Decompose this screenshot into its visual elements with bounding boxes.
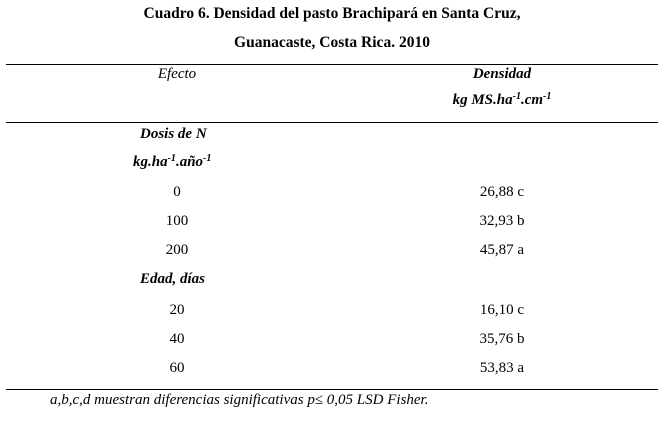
table-row-level: 40: [169, 331, 185, 347]
table-title-line-1: Cuadro 6. Densidad del pasto Brachipará en Santa Cruz,: [143, 5, 521, 22]
column-header-density: Densidad: [472, 66, 532, 82]
unit-base: kg MS.ha: [452, 92, 513, 108]
table-row-level: 20: [169, 302, 185, 318]
column-header-effect: Efecto: [157, 66, 197, 82]
bottom-rule: [6, 389, 658, 390]
table-row-value: 26,88 c: [479, 184, 525, 200]
group-label-edad: Edad, días: [140, 271, 206, 287]
group-sublabel-dosis-unit: [133, 154, 211, 171]
dosis-unit-base: kg.ha: [133, 154, 168, 170]
table-row-level: 0: [173, 184, 181, 200]
table-row-value: 45,87 a: [479, 242, 525, 258]
table-footnote: a,b,c,d muestran diferencias significativas p≤ 0,05 LSD Fisher.: [50, 392, 429, 408]
table-row-level: 60: [169, 360, 185, 376]
column-header-density-unit: [430, 92, 574, 109]
table-row-value: 16,10 c: [479, 302, 525, 318]
unit-mid: .cm: [520, 92, 544, 108]
dosis-unit-exponent-2: -1: [203, 153, 212, 164]
top-rule: [6, 64, 658, 65]
unit-exponent-1: -1: [512, 91, 521, 102]
table-row-value: 53,83 a: [479, 360, 525, 376]
group-label-dosis: Dosis de N: [140, 126, 207, 142]
table-row-level: 200: [165, 242, 189, 258]
unit-exponent-2: -1: [543, 91, 552, 102]
table-row-level: 100: [165, 213, 189, 229]
dosis-unit-mid: .año: [175, 154, 204, 170]
table-title-line-2: Guanacaste, Costa Rica. 2010: [234, 34, 430, 51]
table-row-value: 32,93 b: [479, 213, 525, 229]
header-rule: [6, 122, 658, 123]
table-row-value: 35,76 b: [479, 331, 525, 347]
dosis-unit-exponent-1: -1: [167, 153, 176, 164]
